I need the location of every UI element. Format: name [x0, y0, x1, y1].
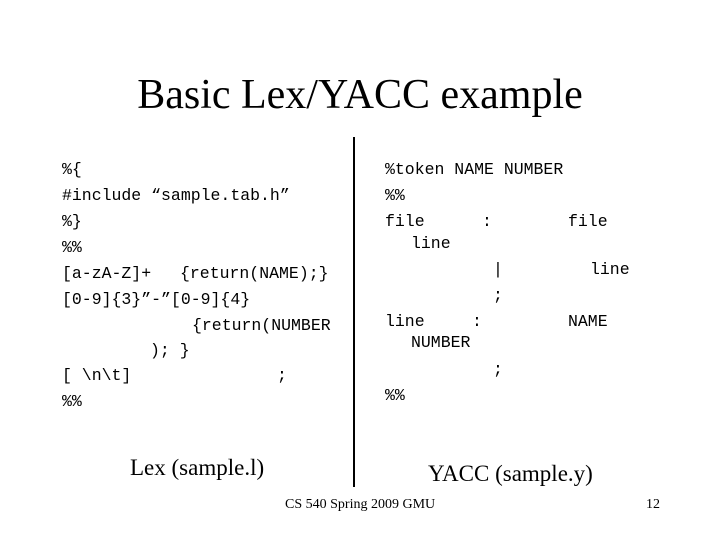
- yacc-line: %%: [385, 186, 405, 205]
- lex-line: [a-zA-Z]+: [62, 264, 152, 283]
- lex-line: #include “sample.tab.h”: [62, 186, 290, 205]
- yacc-line: file: [385, 212, 425, 231]
- lex-line: [0-9]{3}”-”[0-9]{4}: [62, 290, 251, 309]
- yacc-line: line: [411, 234, 451, 253]
- yacc-line: line: [385, 312, 425, 331]
- yacc-line: ;: [493, 286, 503, 305]
- lex-line: %}: [62, 212, 82, 231]
- lex-line: %{: [62, 160, 82, 179]
- column-divider: [353, 137, 355, 487]
- lex-line: %%: [62, 238, 82, 257]
- footer-course: CS 540 Spring 2009 GMU: [285, 497, 436, 512]
- yacc-line: ;: [493, 360, 503, 379]
- lex-line: {return(NAME);}: [180, 264, 329, 283]
- yacc-line: |: [493, 260, 503, 279]
- yacc-line: NAME: [568, 312, 608, 331]
- slide-title: Basic Lex/YACC example: [137, 72, 583, 118]
- yacc-line: NUMBER: [411, 333, 471, 352]
- lex-line: {return(NUMBER: [192, 316, 331, 335]
- yacc-line: :: [482, 212, 492, 231]
- yacc-line: line: [590, 260, 630, 279]
- yacc-line: :: [472, 312, 482, 331]
- lex-line: ;: [277, 366, 287, 385]
- yacc-line: %token NAME NUMBER: [385, 160, 564, 179]
- lex-line: [ \n\t]: [62, 366, 132, 385]
- lex-line: %%: [62, 392, 82, 411]
- page-number: 12: [646, 497, 660, 512]
- yacc-line: %%: [385, 386, 405, 405]
- yacc-line: file: [568, 212, 608, 231]
- lex-caption: Lex (sample.l): [130, 455, 265, 480]
- lex-line: ); }: [150, 341, 190, 360]
- yacc-caption: YACC (sample.y): [428, 461, 593, 486]
